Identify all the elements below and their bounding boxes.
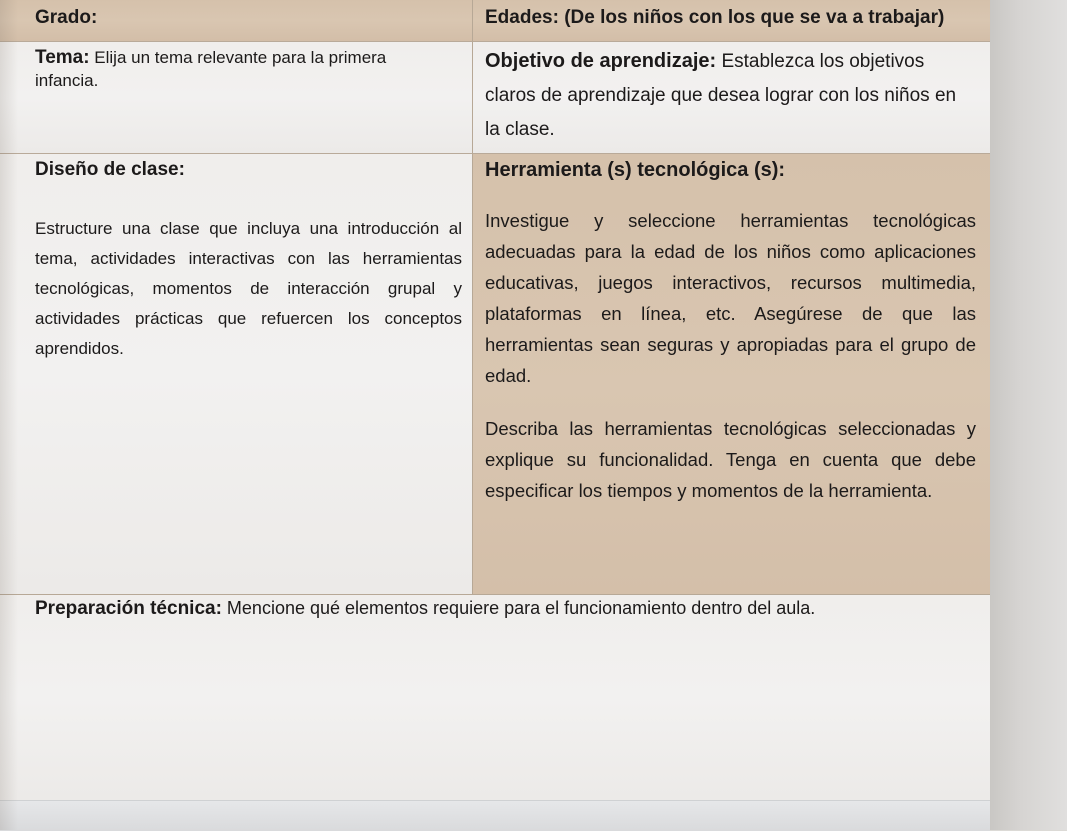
herramienta-paragraph-2: Describa las herramientas tecnológicas seleccionadas y explique su funcionalidad. Tenga en cuenta que debe especificar los tiempos y momentos de la herramienta. [485, 418, 976, 501]
grado-cell[interactable] [0, 0, 473, 42]
diseno-cell[interactable] [0, 154, 473, 594]
diseno-label: Diseño de clase: [35, 159, 185, 180]
tema-text: Elija un tema relevante para la primera infancia. [35, 48, 387, 90]
objetivo-cell[interactable] [473, 42, 990, 154]
objetivo-text: Establezca los objetivos claros de aprendizaje que desea lograr con los niños en la clase. [485, 51, 957, 140]
page-bottom-edge [0, 800, 990, 831]
preparacion-label: Preparación técnica: [35, 598, 222, 619]
diseno-text: Estructure una clase que incluya una introducción al tema, actividades interactivas con las herramientas tecnológicas, momentos de interacción grupal y actividades prácticas que refuercen los conceptos aprendidos. [35, 218, 462, 358]
herramienta-cell[interactable] [473, 154, 990, 620]
herramienta-paragraph-1: Investigue y seleccione herramientas tecnológicas adecuadas para la edad de los niños como aplicaciones educativas, juegos interactivos, recursos multimedia, plataformas en línea, etc. Asegúrese de que las herramientas sean seguras y apropiadas para el grupo de edad. [485, 210, 976, 386]
preparacion-text: Mencione qué elementos requiere para el funcionamiento dentro del aula. [221, 598, 816, 618]
herramienta-label: Herramienta (s) tecnológica (s): [485, 159, 786, 181]
edades-note: (De los niños con los que se va a trabajar) [558, 7, 945, 28]
monitor-edge [990, 0, 1067, 830]
photo-shadow [0, 0, 18, 830]
tema-label: Tema: [35, 47, 90, 68]
tema-cell[interactable] [0, 42, 473, 154]
preparacion-cell[interactable] [0, 594, 990, 800]
edades-cell[interactable] [473, 0, 990, 42]
grado-label: Grado: [35, 7, 98, 28]
edades-label: Edades: [485, 7, 559, 28]
objetivo-label: Objetivo de aprendizaje: [485, 50, 717, 72]
